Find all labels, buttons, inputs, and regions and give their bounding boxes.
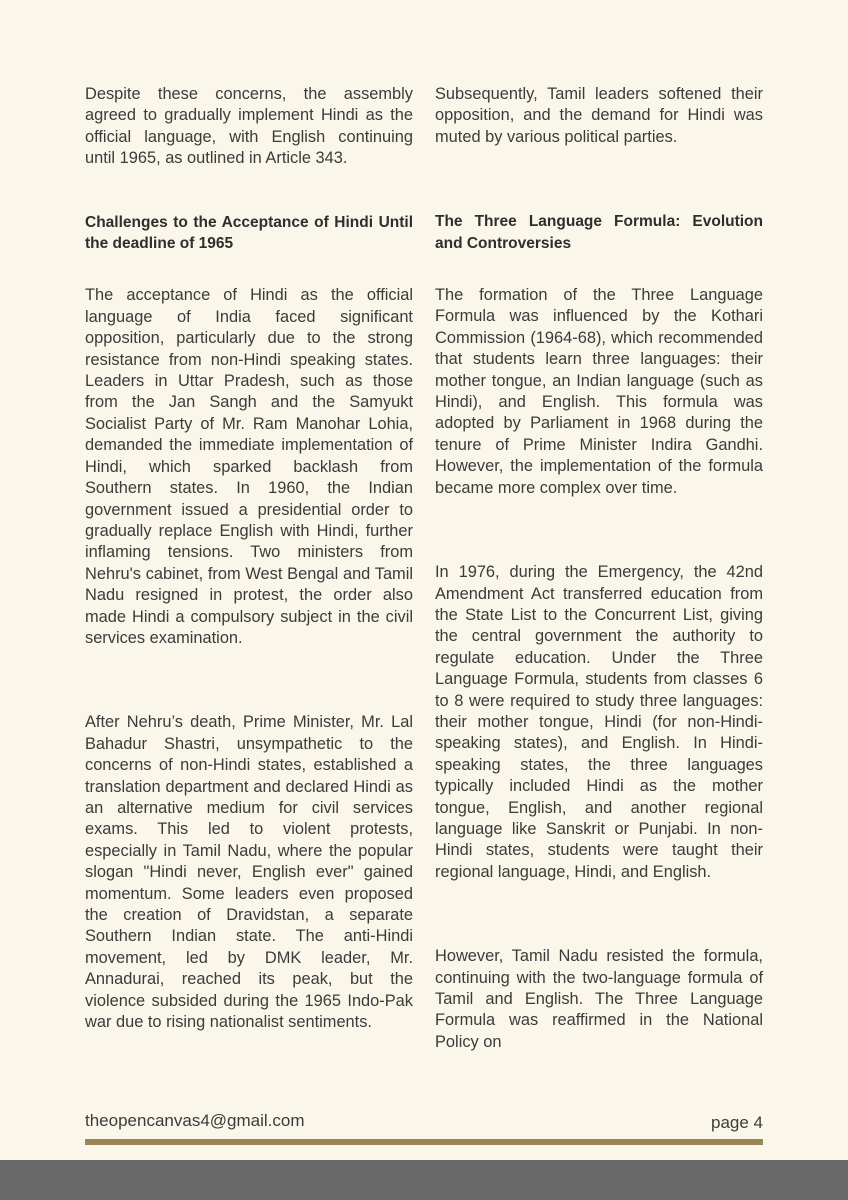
left-column [85,84,413,1033]
left-paragraph-1: The acceptance of Hindi as the official language of India faced significant opposition, particularly due to the strong resistance from non-Hindi speaking states. Leaders in Uttar Pradesh, such as those from the Jan Sangh and the Samyukt Socialist Party of Mr. Ram Manohar Lohia, demanded the immediate implementation of Hindi, which sparked backlash from Southern states. In 1960, the Indian government issued a presidential order to gradually replace English with Hindi, further inflaming tensions. Two ministers from Nehru's cabinet, from West Bengal and Tamil Nadu resigned in protest, the order also made Hindi a compulsory subject in the civil services examination. [85,286,413,647]
left-intro-paragraph: Despite these concerns, the assembly agreed to gradually implement Hindi as the official language, with English continuing until 1965, as outlined in Article 343. [85,85,413,168]
right-column [435,84,763,1053]
right-section-heading: The Three Language Formula: Evolution and Controversies [435,213,763,252]
left-paragraph-2: After Nehru’s death, Prime Minister, Mr. Lal Bahadur Shastri, unsympathetic to the concerns of non-Hindi states, established a translation department and declared Hindi as an alternative medium for civil services exams. This led to violent protests, especially in Tamil Nadu, where the popular slogan "Hindi never, English ever" gained momentum. Some leaders even proposed the creation of Dravidstan, a separate Southern Indian state. The anti-Hindi movement, led by DMK leader, Mr. Annadurai, reached its peak, but the violence subsided during the 1965 Indo-Pak war due to rising nationalist sentiments. [85,713,413,1032]
right-paragraph-1: The formation of the Three Language Formula was influenced by the Kothari Commission (1964-68), which recommended that students learn three languages: their mother tongue, an Indian language (such as Hindi), and English. This formula was adopted by Parliament in 1968 during the tenure of Prime Minister Indira Gandhi. However, the implementation of the formula became more complex over time. [435,286,763,497]
right-paragraph-3: However, Tamil Nadu resisted the formula, continuing with the two-language formula of Tamil and English. The Three Language Formula was reaffirmed in the National Policy on [435,947,763,1051]
bottom-band [0,1160,848,1200]
right-intro-paragraph: Subsequently, Tamil leaders softened their opposition, and the demand for Hindi was muted by various political parties. [435,85,763,146]
right-paragraph-2: In 1976, during the Emergency, the 42nd Amendment Act transferred education from the State List to the Concurrent List, giving the central government the authority to regulate education. Under the Three Language Formula, students from classes 6 to 8 were required to study three languages: their mother tongue, Hindi (for non-Hindi-speaking states), and English. In Hindi-speaking states, the three languages typically included Hindi as the mother tongue, English, and another regional language like Sanskrit or Punjabi. In non-Hindi states, students were taught their regional language, Hindi, and English. [435,563,763,881]
footer-email: theopencanvas4@gmail.com [85,1111,305,1130]
left-section-heading: Challenges to the Acceptance of Hindi Until the deadline of 1965 [85,213,413,253]
footer-divider [85,1139,763,1145]
page-number: page 4 [711,1113,763,1132]
